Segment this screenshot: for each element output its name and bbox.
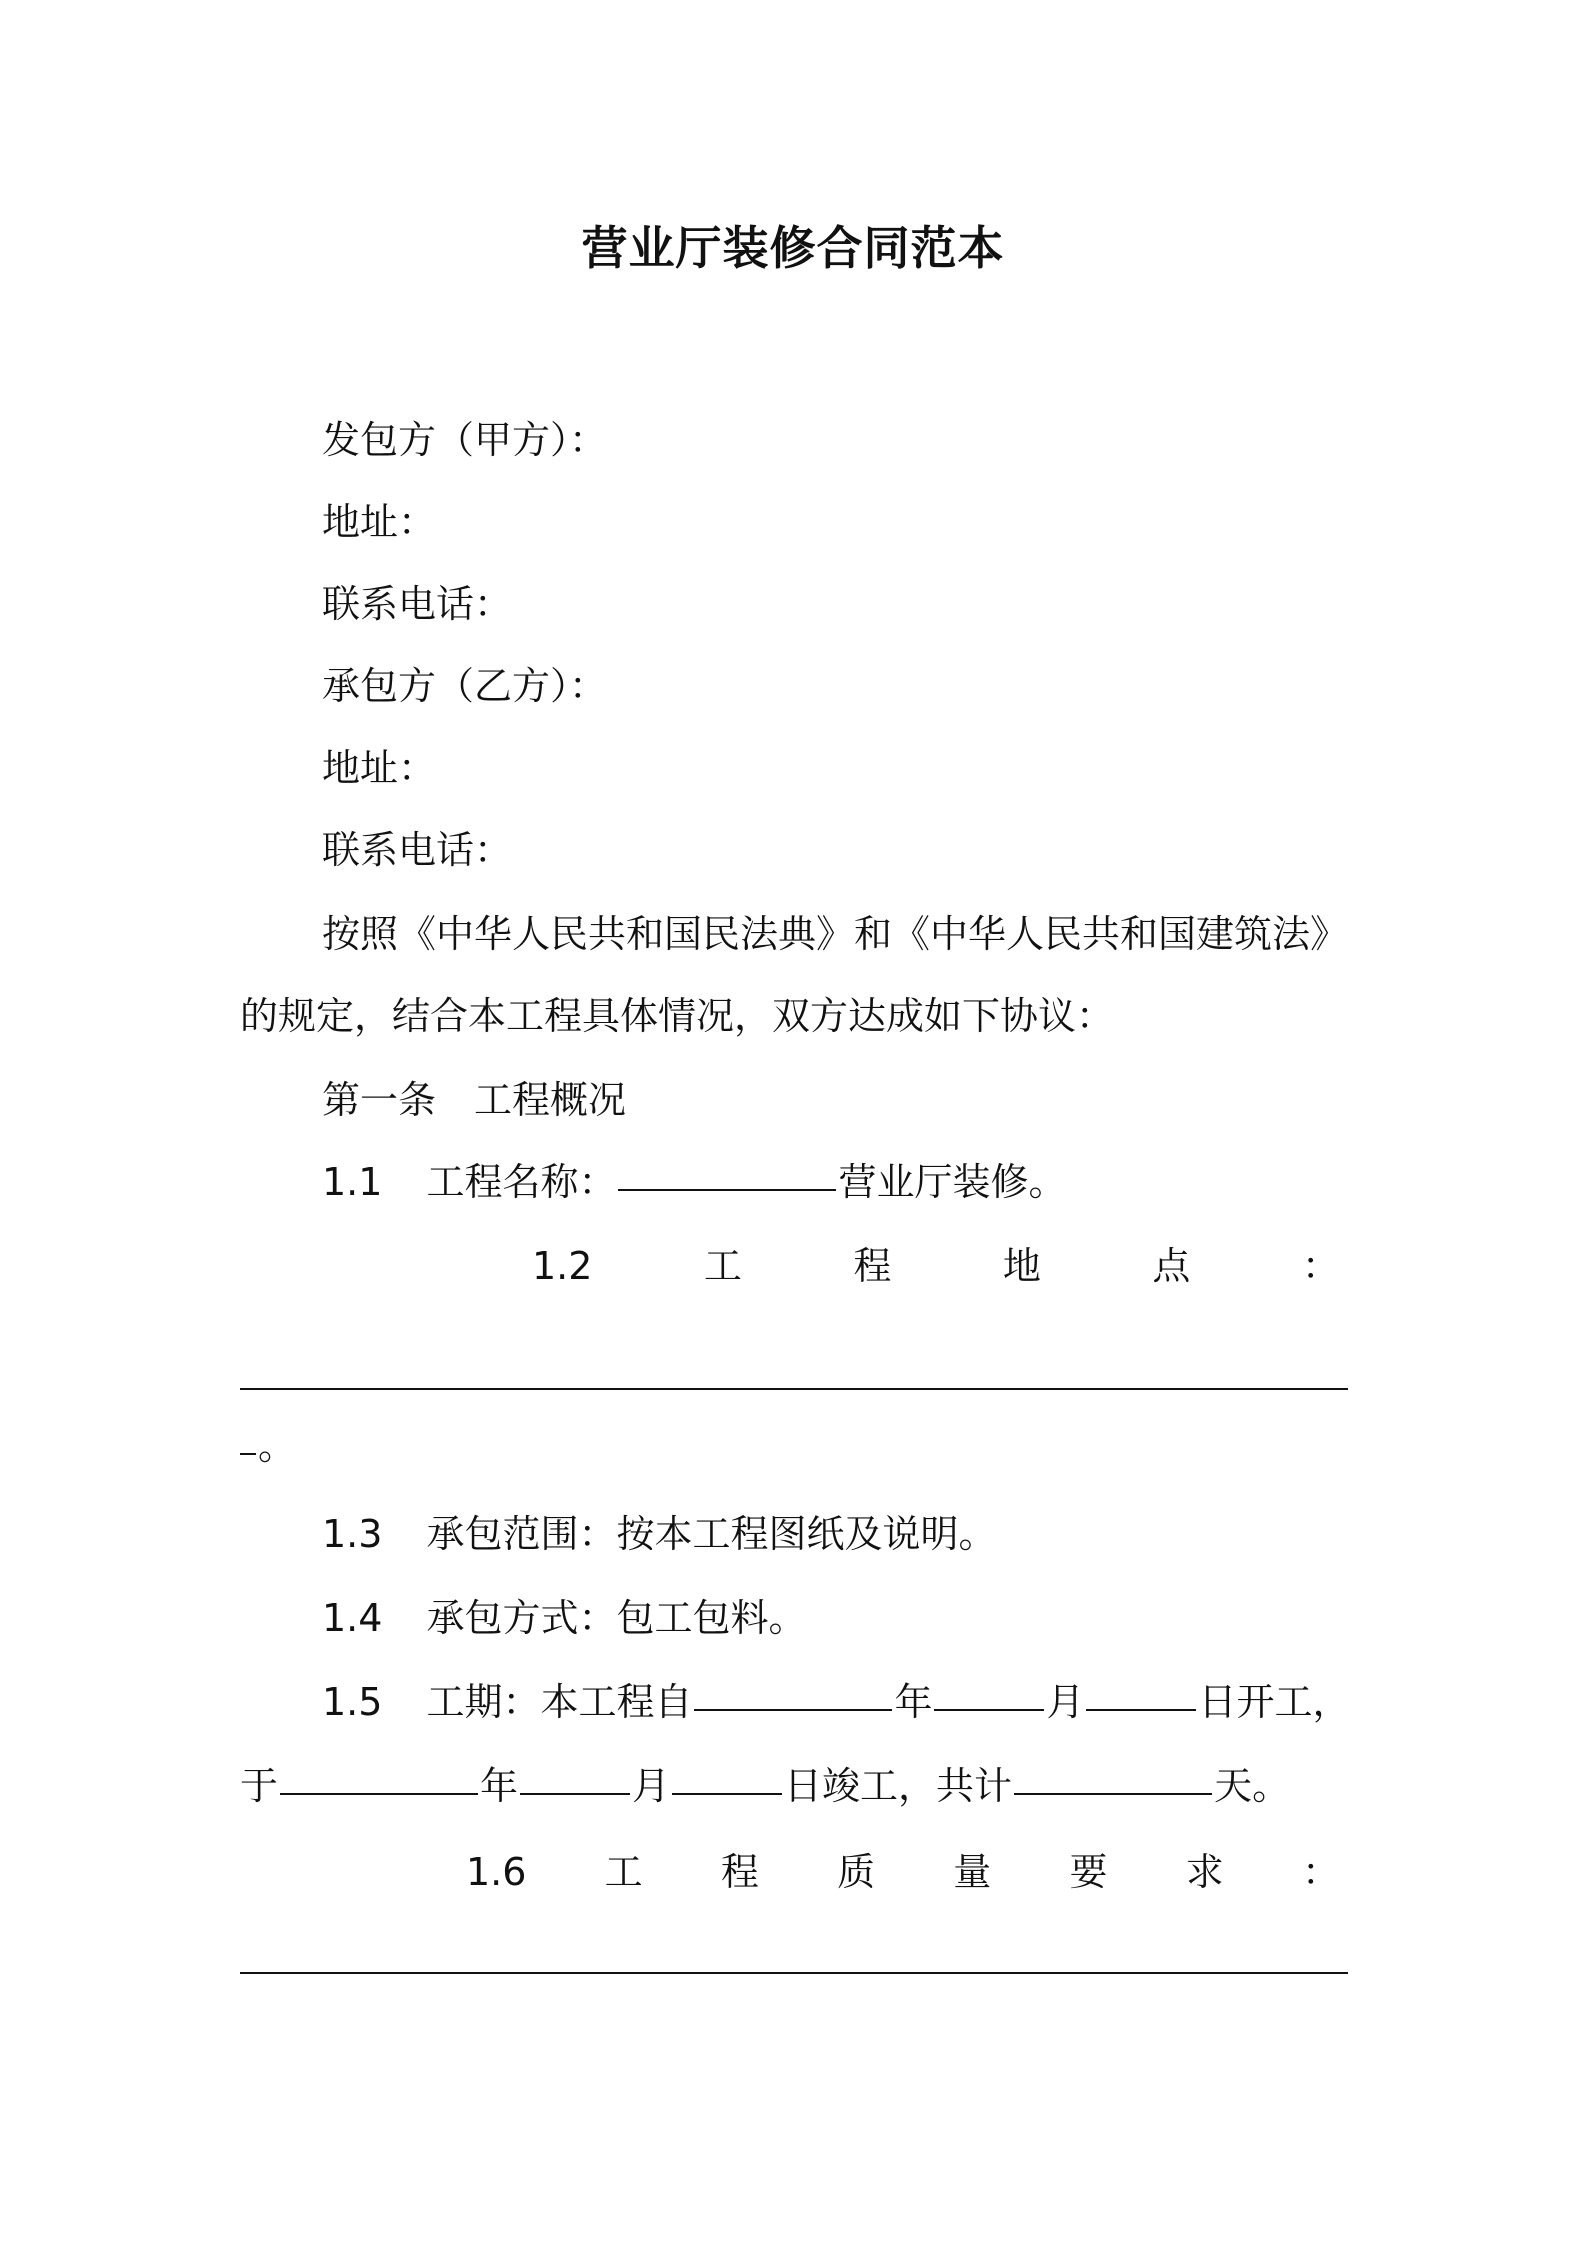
item-1-6-char: 工	[604, 1850, 643, 1894]
project-location-blank-end[interactable]	[240, 1453, 256, 1455]
item-1-4	[322, 1590, 806, 1646]
month-label: 月	[632, 1764, 671, 1808]
item-1-5-line2-prefix: 于	[240, 1764, 279, 1808]
item-1-5-text: 工期：本工程自	[426, 1680, 693, 1724]
item-1-2-period: 。	[258, 1424, 297, 1468]
party-a-phone-label: 联系电话：	[322, 582, 513, 626]
item-1-6	[466, 1844, 1340, 1900]
total-days-blank[interactable]	[1014, 1793, 1212, 1795]
item-1-3-text: 承包范围：按本工程图纸及说明。	[426, 1512, 997, 1556]
end-year-blank[interactable]	[280, 1793, 478, 1795]
item-1-6-char: 求	[1185, 1850, 1224, 1894]
item-1-6-char: 量	[953, 1850, 992, 1894]
item-1-1-label: 工程名称：	[426, 1160, 617, 1204]
item-1-5-number: 1.5	[322, 1680, 383, 1724]
item-1-5-line-2	[240, 1758, 1290, 1814]
item-1-5-line-1	[322, 1674, 1351, 1730]
item-1-4-text: 承包方式：包工包料。	[426, 1596, 807, 1640]
party-a-label: 发包方（甲方）：	[322, 418, 608, 462]
item-1-6-char: 程	[720, 1850, 759, 1894]
item-1-2-char: 点	[1152, 1244, 1191, 1288]
party-b-phone-label: 联系电话：	[322, 828, 513, 872]
project-location-blank-line[interactable]	[240, 1388, 1348, 1390]
article-1-heading: 第一条 工程概况	[322, 1078, 627, 1122]
item-1-2-char: 地	[1002, 1244, 1041, 1288]
item-1-2	[532, 1238, 1340, 1294]
project-name-blank[interactable]	[618, 1189, 836, 1191]
item-1-1-suffix: 营业厅装修。	[838, 1160, 1067, 1204]
end-label: 日竣工，共计	[784, 1764, 1013, 1808]
item-1-2-char: 工	[703, 1244, 742, 1288]
item-1-6-colon: ：	[1301, 1850, 1340, 1894]
year-label: 年	[894, 1680, 933, 1724]
item-1-2-number: 1.2	[532, 1244, 593, 1288]
party-a-address-label: 地址：	[322, 500, 437, 544]
item-1-2-colon: ：	[1301, 1244, 1340, 1288]
item-1-1	[322, 1154, 1066, 1210]
month-label: 月	[1046, 1680, 1085, 1724]
year-label: 年	[480, 1764, 519, 1808]
item-1-4-number: 1.4	[322, 1596, 383, 1640]
end-day-blank[interactable]	[672, 1793, 782, 1795]
end-month-blank[interactable]	[520, 1793, 630, 1795]
item-1-2-char: 程	[853, 1244, 892, 1288]
start-day-blank[interactable]	[1086, 1709, 1196, 1711]
item-1-1-number: 1.1	[322, 1160, 383, 1204]
item-1-6-number: 1.6	[466, 1850, 527, 1894]
party-b-address-label: 地址：	[322, 746, 437, 790]
start-year-blank[interactable]	[694, 1709, 892, 1711]
party-b-label: 承包方（乙方）：	[322, 664, 608, 708]
preamble-line-1: 按照《中华人民共和国民法典》和《中华人民共和国建筑法》	[322, 912, 1349, 956]
item-1-3-number: 1.3	[322, 1512, 383, 1556]
quality-requirement-blank-line[interactable]	[240, 1972, 1348, 1974]
days-label: 天。	[1214, 1764, 1291, 1808]
start-month-blank[interactable]	[934, 1709, 1044, 1711]
item-1-6-char: 要	[1069, 1850, 1108, 1894]
document-title: 营业厅装修合同范本	[581, 221, 1005, 275]
item-1-2-tail	[240, 1418, 296, 1474]
preamble-line-2: 的规定，结合本工程具体情况，双方达成如下协议：	[240, 994, 1115, 1038]
item-1-6-char: 质	[837, 1850, 876, 1894]
item-1-3	[322, 1506, 996, 1562]
start-label: 日开工，	[1198, 1680, 1351, 1724]
